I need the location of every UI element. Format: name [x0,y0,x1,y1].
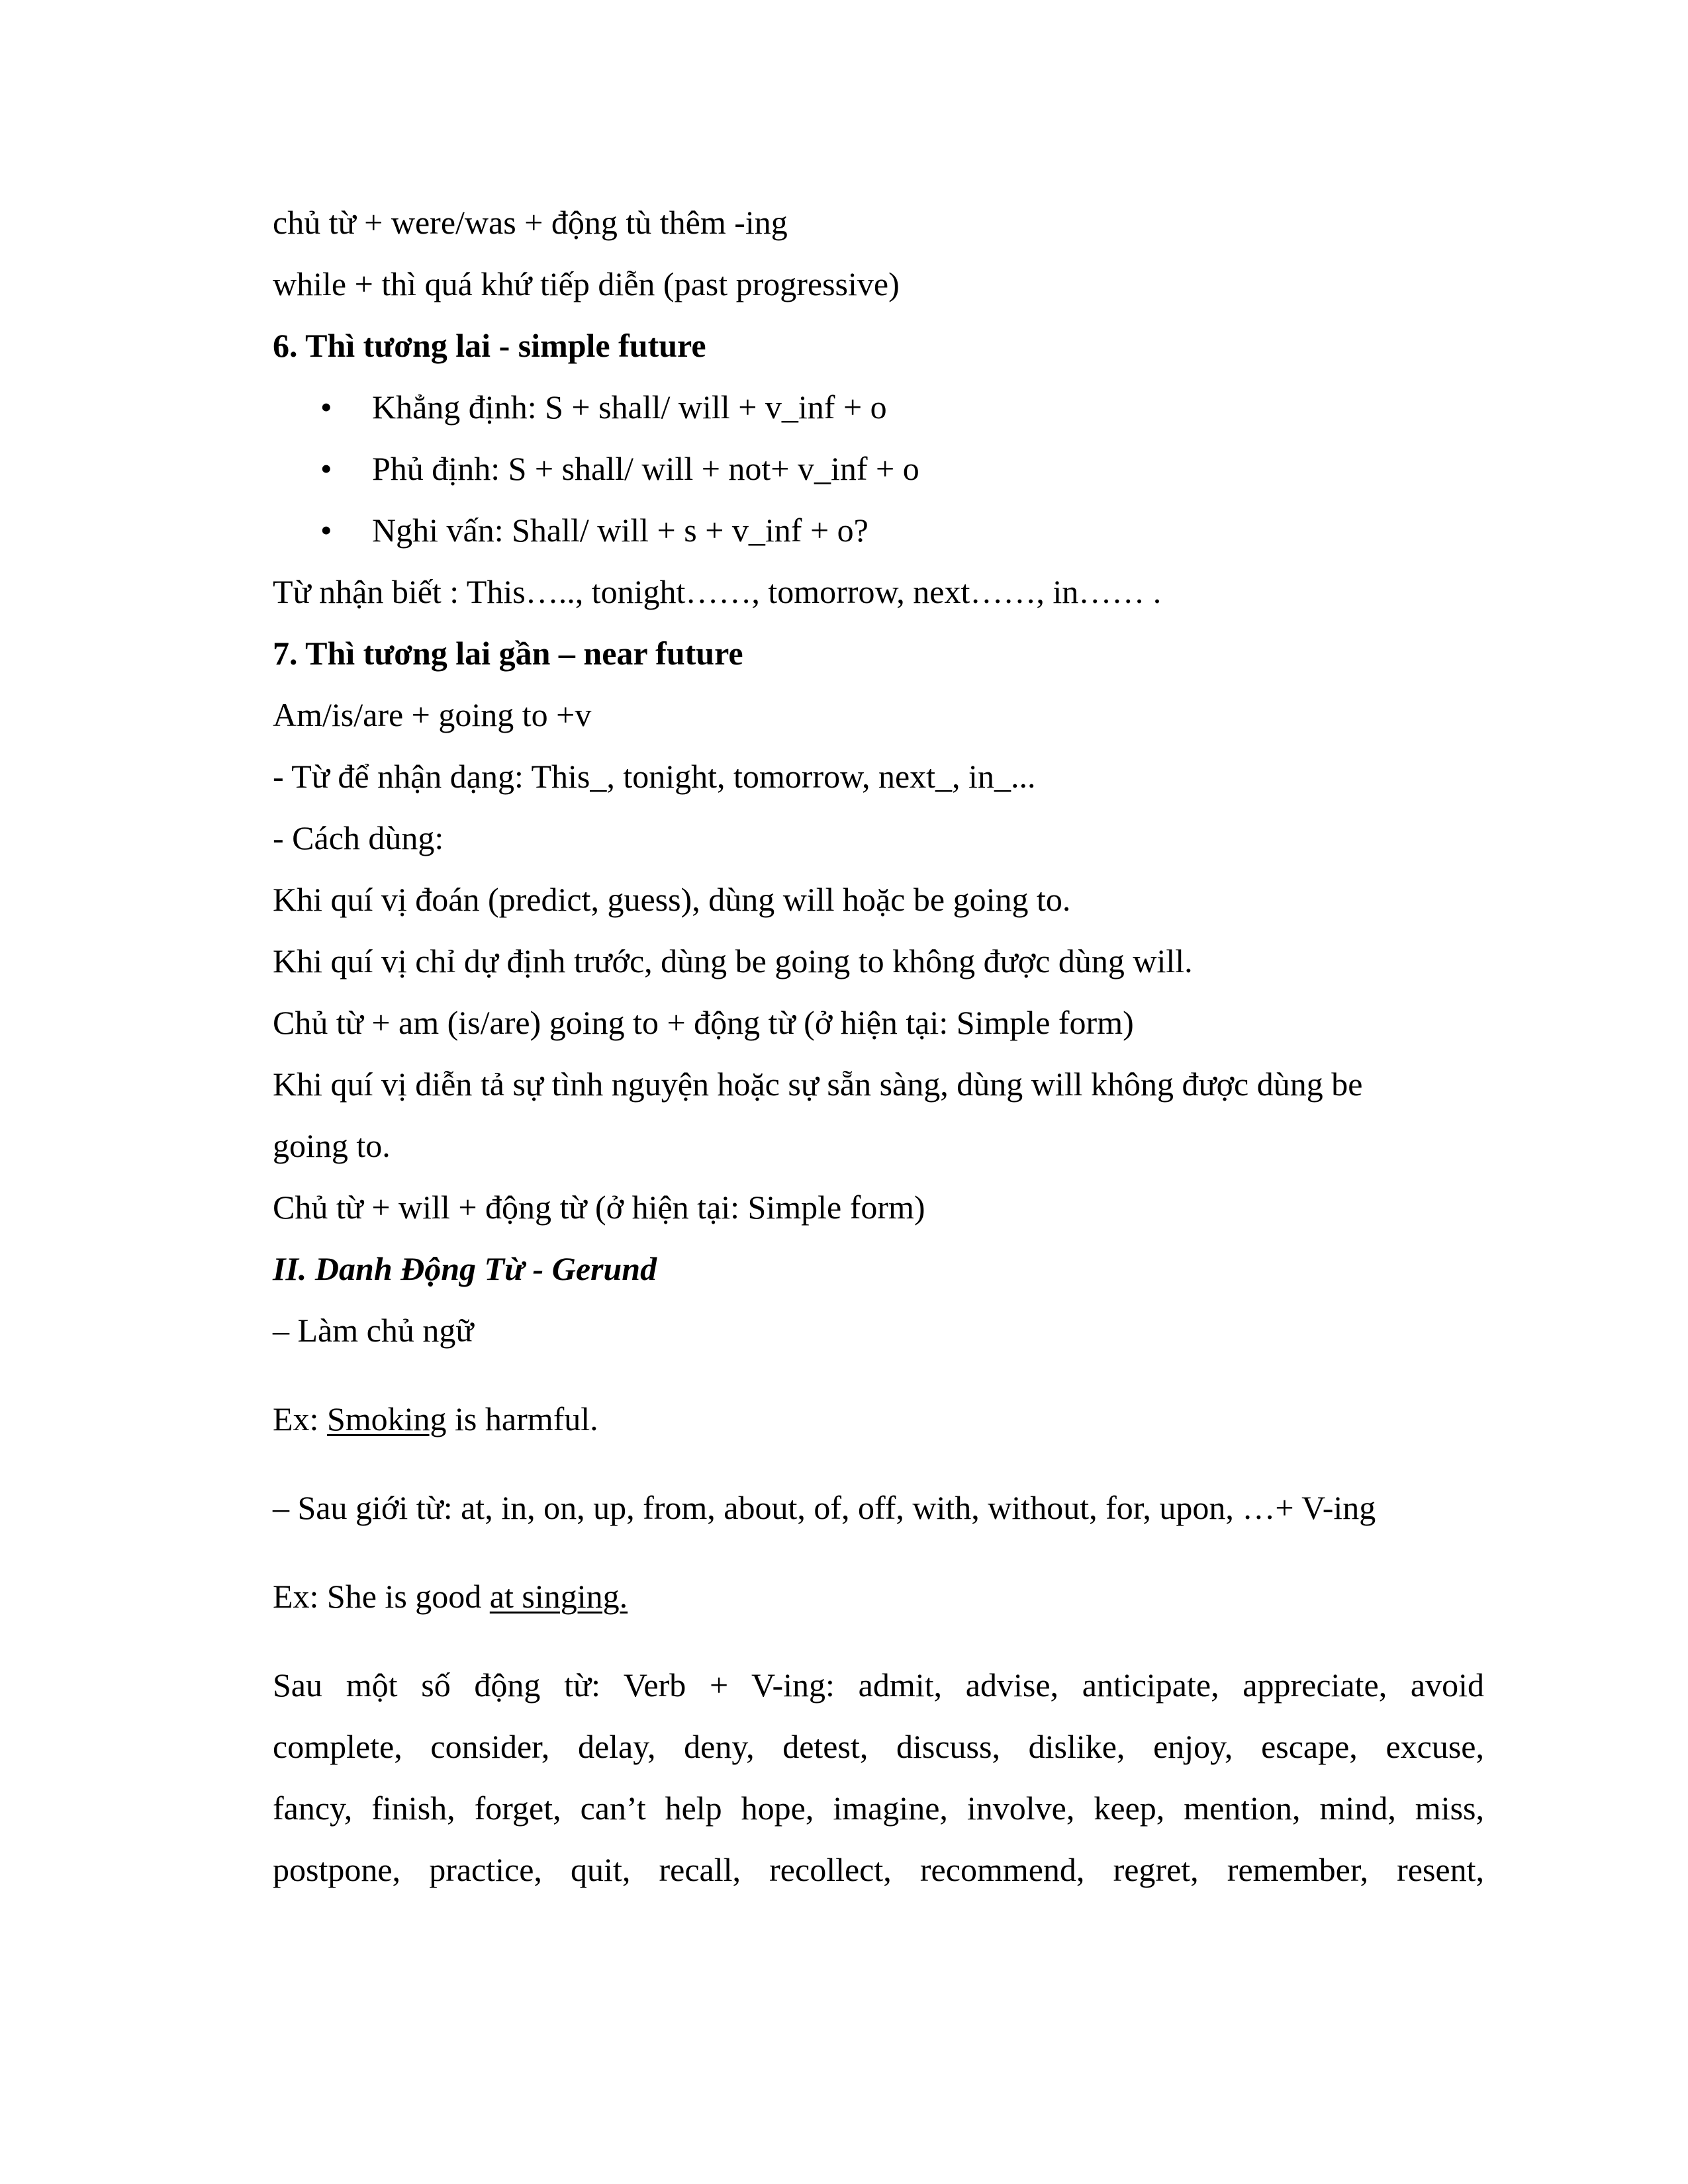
text-line: Am/is/are + going to +v [273,696,592,733]
list-item [273,438,1484,500]
text-line: Khi quí vị chỉ dự định trước, dùng be going to không được dùng will. [273,942,1193,979]
example-line [273,1388,1484,1450]
text-line: Khi quí vị diễn tả sự tình nguyện hoặc sự sẵn sàng, dùng will không được dùng be [273,1066,1363,1103]
text-line: - Từ để nhận dạng: This_, tonight, tomorrow, next_, in_... [273,758,1036,795]
text-line: chủ từ + were/was + động tù thêm -ing [273,204,788,241]
example-prefix: Ex: [273,1400,327,1437]
example-underlined: Smoking [326,1400,447,1437]
section-heading-gerund: II. Danh Động Từ - Gerund [273,1250,657,1287]
list-item [273,377,1484,438]
text-line: – Làm chủ ngữ [273,1312,474,1349]
section-heading-near-future: 7. Thì tương lai gần – near future [273,635,743,672]
text-line: Từ nhận biết : This….., tonight……, tomorrow, next……, in…… . [273,573,1162,610]
text-line: – Sau giới từ: at, in, on, up, from, about, of, off, with, without, for, upon, …+ V-ing [273,1489,1376,1526]
example-underlined: at singing. [489,1578,628,1615]
paragraph-line: complete, consider, delay, deny, detest, discuss, dislike, enjoy, escape, excuse, [273,1728,1484,1765]
document-page [273,192,1484,1901]
list-item-text: Phủ định: S + shall/ will + not+ v_inf + o [372,450,919,487]
example-suffix: is harmful. [446,1400,598,1437]
bullet-icon: • [320,388,332,426]
list-item-text: Khẳng định: S + shall/ will + v_inf + o [372,388,887,426]
paragraph-line: Sau một số động từ: Verb + V-ing: admit, advise, anticipate, appreciate, avoid [273,1666,1484,1704]
bullet-icon: • [320,512,332,549]
text-line: - Cách dùng: [273,819,444,856]
paragraph-line: fancy, finish, forget, can’t help hope, imagine, involve, keep, mention, mind, miss, [273,1790,1484,1827]
text-line: while + thì quá khứ tiếp diễn (past progressive) [273,265,900,302]
section-heading-simple-future: 6. Thì tương lai - simple future [273,327,706,364]
list-item-text: Nghi vấn: Shall/ will + s + v_inf + o? [372,512,868,549]
list-item [273,500,1484,561]
paragraph-line: postpone, practice, quit, recall, recollect, recommend, regret, remember, resent, [273,1851,1484,1888]
text-line: Khi quí vị đoán (predict, guess), dùng will hoặc be going to. [273,881,1071,918]
bullet-list [273,377,1484,561]
text-line: going to. [273,1127,391,1164]
example-line [273,1566,1484,1627]
text-line: Chủ từ + will + động từ (ở hiện tại: Simple form) [273,1189,925,1226]
bullet-icon: • [320,450,332,487]
example-prefix: Ex: She is good [273,1578,490,1615]
text-line: Chủ từ + am (is/are) going to + động từ (ở hiện tại: Simple form) [273,1004,1134,1041]
paragraph-verbs-ing [273,1655,1484,1901]
